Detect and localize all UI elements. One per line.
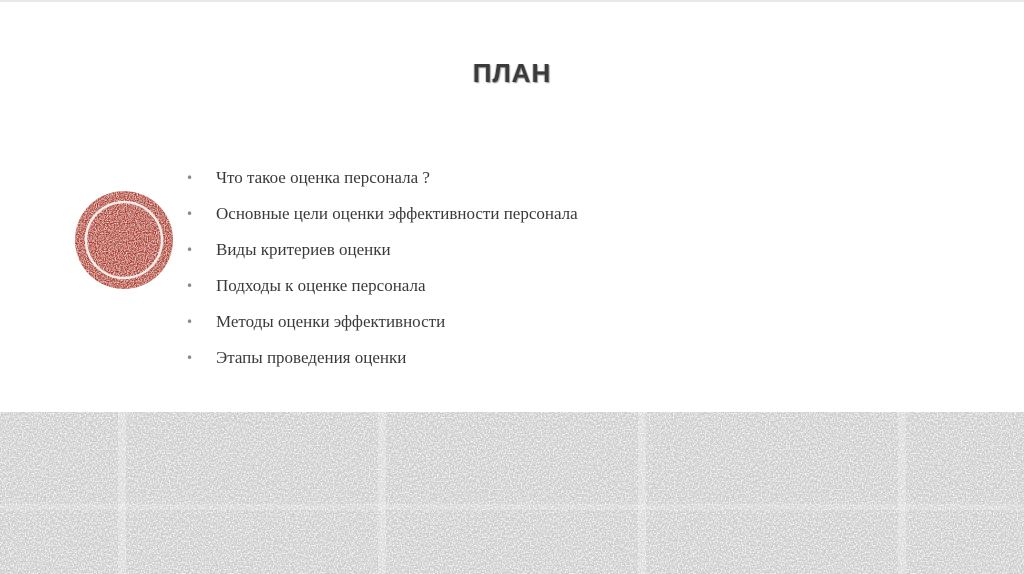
bullet-dot-icon: • xyxy=(186,171,194,185)
red-circle-badge-icon xyxy=(72,188,176,292)
list-item xyxy=(186,268,578,304)
top-divider xyxy=(0,0,1024,2)
texture-band xyxy=(0,412,1024,574)
list-item-text: Подходы к оценке персонала xyxy=(216,276,426,295)
list-item-text: Методы оценки эффективности xyxy=(216,312,446,331)
slide-title: ПЛАН xyxy=(472,58,552,88)
list-item-text: Что такое оценка персонала ? xyxy=(216,168,430,187)
bullet-dot-icon: • xyxy=(186,243,194,257)
list-item-text: Этапы проведения оценки xyxy=(216,348,407,367)
bullet-dot-icon: • xyxy=(186,315,194,329)
list-item xyxy=(186,340,578,376)
list-item-text: Виды критериев оценки xyxy=(216,240,391,259)
list-item xyxy=(186,160,578,196)
agenda-list xyxy=(186,160,578,376)
list-item-text: Основные цели оценки эффективности персонала xyxy=(216,204,578,223)
bullet-dot-icon: • xyxy=(186,279,194,293)
list-item xyxy=(186,304,578,340)
list-item xyxy=(186,196,578,232)
list-item xyxy=(186,232,578,268)
bullet-dot-icon: • xyxy=(186,351,194,365)
bullet-dot-icon: • xyxy=(186,207,194,221)
